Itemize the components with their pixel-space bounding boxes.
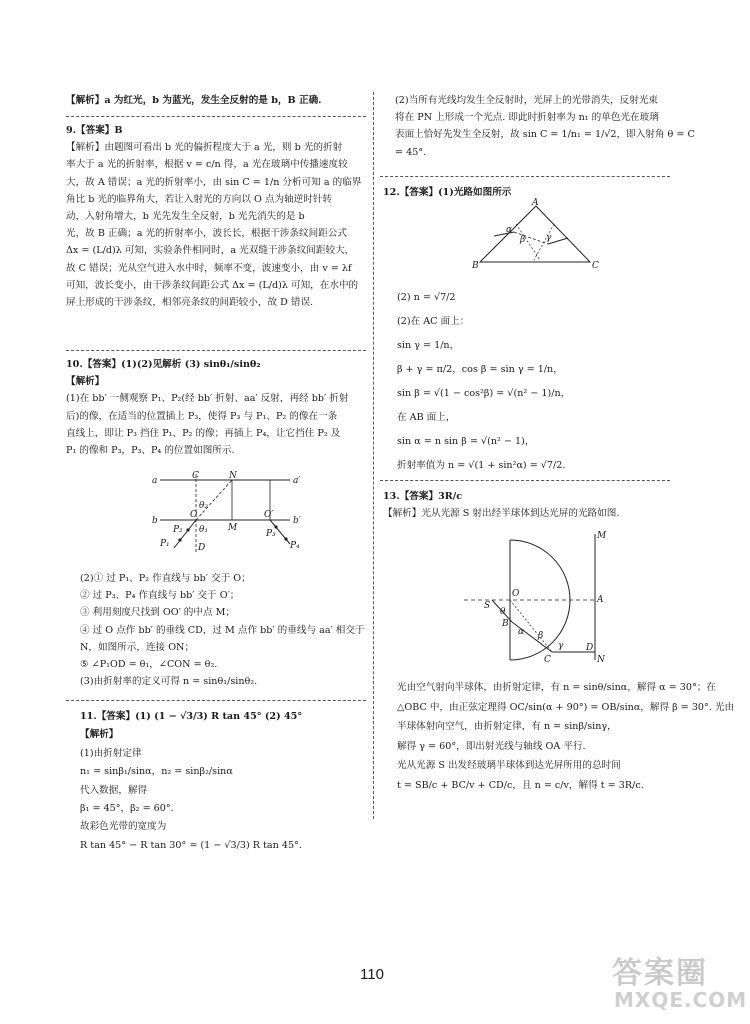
fig10-label: D — [198, 543, 206, 553]
text-line: 可知，波长变小，由干涉条纹间距公式 Δx = (L/d)λ 可知，在水中的 — [66, 279, 359, 291]
text-line: sin α = n sin β = √(n² − 1)， — [397, 436, 535, 447]
fig10-label: b′ — [293, 516, 301, 526]
text-line: sin γ = 1/n， — [397, 340, 460, 351]
text-line: 解得 γ = 60°，即出射光线与轴线 OA 平行. — [397, 740, 586, 752]
fig10-label: θ₁ — [199, 525, 209, 535]
fig10-label: b — [152, 516, 158, 526]
text-line: P₁ 的像和 P₃，P₃、P₄ 的位置如图所示. — [66, 445, 235, 457]
fig10-label: P₃ — [266, 529, 276, 539]
text-line: β + γ = π/2，cos β = sin γ = 1/n， — [397, 364, 563, 375]
text-line: 将在 PN 上形成一个光点. 即此时折射率为 n₁ 的单色光在玻璃 — [395, 112, 659, 124]
text-line: β₁ = 45°，β₂ = 60°. — [80, 803, 174, 815]
text-line: △OBC 中，由正弦定理得 OC/sin(α + 90°) = OB/sinα，解得 β = 30°. 光由 — [397, 701, 735, 713]
fig13-label: β — [538, 631, 544, 641]
divider — [380, 176, 670, 177]
q13-block — [383, 488, 619, 522]
text-line: ④ 过 O 点作 bb′ 的垂线 CD，过 M 点作 bb′ 的垂线与 aa′ 相交于 — [80, 624, 365, 636]
text-line: 率大于 a 光的折射率，根据 v = c/n 得，a 光在玻璃中传播速度较 — [66, 159, 348, 171]
text-line: 在 AB 面上， — [397, 412, 456, 423]
text-line: 【解析】a 为红光，b 为蓝光，发生全反射的是 b，B 正确. — [66, 95, 322, 106]
fig10-label: M — [228, 523, 238, 533]
text-line: (1)由折射定律 — [80, 747, 142, 759]
fig10-label: P₁ — [160, 539, 170, 549]
fig13-label: α — [518, 627, 525, 637]
divider — [380, 480, 670, 481]
text-line: 光从光源 S 出发经玻璃半球体到达光屏所用的总时间 — [397, 760, 621, 772]
fig13-label: A — [597, 595, 604, 605]
analysis-label: 【解析】 — [66, 376, 105, 388]
text-line: (2)在 AC 面上： — [397, 316, 470, 327]
text-line: 后)的像，在适当的位置插上 P₃，使得 P₃ 与 P₁、P₂ 的像在一条 — [66, 410, 338, 422]
fig10-label: P₄ — [290, 541, 300, 551]
text-line: 动，入射角增大，b 光先发生全反射，b 光先消失的是 b — [66, 211, 305, 223]
fig12-label: C — [592, 261, 599, 271]
text-line: (2)当所有光线均发生全反射时，光屏上的光带消失，反射光束 — [395, 95, 659, 106]
text-line: 大，故 A 错误；a 光的折射率小，由 sin C = 1/n 分析可知 a 的临界 — [66, 176, 362, 188]
q9-block — [66, 122, 361, 311]
fig12-label: γ — [546, 233, 552, 243]
text-line: 角比 b 光的临界角大，若让入射光的方向以 O 点为轴逆时针转 — [66, 193, 333, 205]
fig13-label: N — [597, 655, 605, 665]
q11-block — [80, 708, 302, 855]
fig10-label: θ₂ — [199, 501, 209, 511]
fig10-label: O — [190, 510, 198, 520]
fig13-label: O — [512, 589, 520, 599]
text-line: ② 过 P₃、P₄ 作直线与 bb′ 交于 O′； — [80, 590, 240, 602]
q11-answer: 11.【答案】(1) (1 − √3/3) R tan 45° (2) 45° — [80, 711, 303, 722]
q10-figure — [140, 468, 310, 567]
q13-figure — [460, 530, 630, 673]
text-line: 【解析】由题图可看出 b 光的偏折程度大于 a 光，则 b 光的折射 — [66, 142, 343, 154]
fig13-label: D — [586, 643, 594, 653]
q12-figure — [470, 198, 610, 277]
fig13-label: M — [597, 531, 607, 541]
fig10-label: C — [192, 471, 199, 481]
text-line: 光由空气射向半球体，由折射定律，有 n = sinθ/sinα，解得 α = 30°；在 — [397, 682, 716, 693]
analysis-label: 【解析】 — [80, 729, 119, 741]
text-line: t = SB/c + BC/v + CD/c，且 n = c/v，解得 t = 3R/c. — [397, 779, 644, 791]
column-divider — [373, 92, 374, 819]
text-line: sin β = √(1 − cos²β) = √(n² − 1)/n， — [397, 388, 571, 399]
fig10-label: O′ — [264, 510, 274, 520]
text-line: 故 C 错误；光从空气进入水中时，频率不变，波速变小，由 v = λf — [66, 262, 352, 274]
q13-answer: 13.【答案】3R/c — [383, 491, 463, 502]
text-line: ③ 利用刻度尺找到 OO′ 的中点 M； — [80, 607, 236, 619]
fig13-label: C — [544, 655, 551, 665]
fig13-label: θ — [500, 607, 506, 617]
q11-continued — [395, 92, 695, 161]
text-line: n₁ = sinβ₁/sinα，n₂ = sinβ₂/sinα — [80, 766, 233, 778]
fig13-label: γ — [558, 641, 564, 651]
text-line: 光，故 B 正确；a 光的折射率小，波长长，根据干涉条纹间距公式 — [66, 228, 347, 240]
fig10-label: a′ — [293, 476, 301, 486]
divider — [66, 116, 366, 117]
fig12-label: A — [532, 198, 539, 208]
text-line: = 45°. — [395, 146, 427, 158]
q8-analysis — [66, 92, 322, 109]
watermark-text: 答案圈 — [612, 956, 708, 991]
text-line: N，如图所示，连接 ON； — [80, 641, 195, 653]
fig12-label: B — [472, 261, 479, 271]
text-line: 折射率值为 n = √(1 + sin²α) = √7/2. — [397, 460, 566, 471]
q10-steps — [80, 570, 365, 690]
watermark — [606, 948, 748, 1018]
page-number: 110 — [360, 966, 384, 983]
text-line: 屏上形成的干涉条纹，相邻亮条纹的间距较小，故 D 错误. — [66, 297, 314, 309]
q12-answer — [383, 184, 511, 201]
fig10-label: P₂ — [173, 525, 183, 535]
text-line: (2) n = √7/2 — [397, 292, 456, 303]
q13-continued — [397, 678, 734, 796]
text-line: (3)由折射率的定义可得 n = sinθ₁/sinθ₂. — [80, 676, 258, 688]
text-line: 代入数据，解得 — [80, 784, 148, 796]
text-line: 直线上，即让 P₃ 挡住 P₁、P₂ 的像；再插上 P₄，让它挡住 P₂ 及 — [66, 427, 341, 439]
text-line: R tan 45° − R tan 30° = (1 − √3/3) R tan 45°. — [80, 839, 302, 851]
q9-answer: 9.【答案】B — [66, 125, 123, 136]
text-line: 故彩色光带的宽度为 — [80, 821, 167, 833]
text-line: 半球体射向空气，由折射定律，有 n = sinβ/sinγ， — [397, 721, 617, 733]
watermark-url: MXQE.COM — [614, 988, 748, 1012]
fig13-label: B — [502, 619, 509, 629]
text-line: Δx = (L/d)λ 可知，实验条件相同时，a 光双缝干涉条纹间距较大， — [66, 245, 355, 257]
text-line: (2)① 过 P₁、P₂ 作直线与 bb′ 交于 O； — [80, 573, 251, 584]
divider — [66, 700, 366, 701]
fig13-label: S — [484, 601, 491, 611]
text-line: 表面上恰好先发生全反射，故 sin C = 1/n₁ = 1/√2，即入射角 θ = C — [395, 129, 695, 141]
fig12-label: α — [506, 225, 513, 235]
text-line: (1)在 bb′ 一侧观察 P₁、P₂(经 bb′ 折射、aa′ 反射，再经 bb′ 折射 — [66, 393, 349, 405]
text-line: ⑤ ∠P₁OD = θ₁，∠CON = θ₂. — [80, 659, 218, 671]
text-line: 12.【答案】(1)光路如图所示 — [383, 187, 512, 198]
text-line: 【解析】光从光源 S 射出经半球体到达光屏的光路如图. — [383, 508, 620, 520]
q12-block — [397, 286, 570, 478]
q10-block — [66, 356, 348, 459]
divider — [66, 350, 366, 351]
fig12-label: β — [520, 235, 526, 245]
fig10-label: a — [152, 476, 158, 486]
q10-answer: 10.【答案】(1)(2)见解析 (3) sinθ₁/sinθ₂ — [66, 359, 261, 370]
fig10-label: N — [229, 471, 237, 481]
